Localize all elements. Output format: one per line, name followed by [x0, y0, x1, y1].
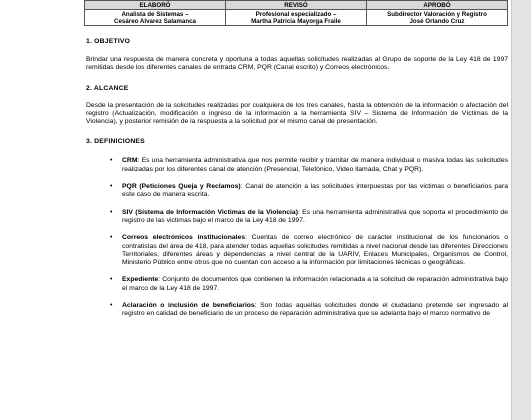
definition-term: CRM — [122, 157, 138, 165]
approval-elaboro-name: Cesáreo Alvarez Salamanca — [114, 17, 196, 25]
bullet-icon: • — [110, 234, 113, 242]
document-body — [86, 38, 508, 319]
approval-aprobo-role: Subdirector Valoración y Registro — [387, 10, 487, 18]
bullet-icon: • — [110, 183, 113, 191]
approval-reviso-role: Profesional especializado – — [255, 10, 337, 18]
approval-header-reviso: REVISÓ — [226, 1, 367, 10]
alcance-paragraph: Desde la presentación de la solicitudes realizadas por cualquiera de los tres canales, hasta la obtención de la información o afectación del registro (Actualización, modificación o ingreso de la información a la herramienta SIV – Sistema de Información de Víctimas de la Violencia), y posterior remisión de la respuesta a la solicitud por el mismo canal de presentación. — [86, 101, 508, 126]
definition-text: : Es una herramienta administrativa que soporta el procedimiento de registro de las victimas bajo el marco de la Ley 418 de 1997. — [122, 208, 508, 224]
bullet-icon: • — [110, 157, 113, 165]
definition-item-correos — [86, 234, 508, 267]
approval-header-aprobo: APROBÓ — [367, 1, 508, 10]
approval-table — [84, 0, 508, 26]
definitions-list — [86, 157, 508, 318]
definition-item-siv — [86, 209, 508, 226]
definition-text: : Canal de atención a las solicitudes interpuestas por las victimas o beneficiarios para este caso de manera escrita. — [122, 183, 508, 199]
section-heading-alcance: 2. ALCANCE — [86, 84, 129, 92]
section-heading-objetivo: 1. OBJETIVO — [86, 38, 131, 45]
definition-term: Expediente — [122, 276, 159, 284]
approval-reviso-cell — [226, 10, 367, 26]
bullet-icon: • — [110, 276, 113, 284]
bullet-icon: • — [110, 208, 113, 216]
definition-item-crm — [86, 157, 508, 174]
approval-reviso-name: Martha Patricia Mayorga Fraile — [251, 17, 341, 25]
definition-item-pqr — [86, 183, 508, 200]
definition-item-expediente — [86, 276, 508, 293]
approval-aprobo-cell — [367, 10, 508, 26]
approval-names-row — [85, 10, 508, 26]
approval-elaboro-cell — [85, 10, 226, 26]
definition-text: : Cuentas de correo electrónico de carácter institucional de los funcionarios o contratistas del área de 418, para atender todas aquellas solicitudes remitidas a nivel nacional desde las diferentes Direcciones Territoriales, diferentes áreas y dependencias a nivel central de la UARIV, Enlaces Municipales, Organismos de Control, Ministerio Público entre otros que no cuentan con acceso a la información por limitaciones técnicas o geográficas. — [122, 234, 508, 267]
approval-header-row — [85, 1, 508, 10]
definition-term: Correos electrónicos institucionales — [122, 234, 246, 242]
approval-aprobo-name: José Orlando Cruz — [409, 17, 465, 25]
approval-header-elaboro: ELABORÓ — [85, 1, 226, 10]
definition-text: : Son todas aquellas solicitudes donde el ciudadano pretende ser ingresado al registro en calidad de beneficiario de un proceso de reparación administrativa que se adelanta bajo el marco normativo de — [122, 302, 508, 318]
bullet-icon: • — [110, 302, 113, 310]
definition-term: SIV (Sistema de Información Victimas de la Violencia) — [122, 208, 298, 216]
viewer-background — [512, 0, 531, 420]
objetivo-paragraph: Brindar una respuesta de manera concreta y oportuna a todas aquellas solicitudes realizadas al Grupo de soporte de la Ley 418 de 1997 remitidas desde los diferentes canales de entrada CRM, PQR (Canal escrito) y Correos electrónicos. — [86, 56, 508, 72]
definition-term: Aclaración o inclusión de beneficiarios — [122, 302, 255, 310]
approval-elaboro-role: Analista de Sistemas – — [121, 10, 189, 18]
section-heading-definiciones: 3. DEFINICIONES — [86, 138, 145, 146]
definition-term: PQR (Peticiones Queja y Reclamos) — [122, 183, 241, 191]
definition-text: : Es una herramienta administrativa que nos permite recibir y tramitar de manera individual o masiva todas las solicitudes realizadas por los diferentes canal de atención (Presencial, Telefónico, Video llamada, Chat y PQR). — [122, 157, 508, 173]
definition-item-aclaracion — [86, 302, 508, 319]
definition-text: : Conjunto de documentos que contienen la información relacionada a la solicitud de reparación administrativa bajo el marco de la Ley 418 de 1997. — [122, 276, 508, 292]
